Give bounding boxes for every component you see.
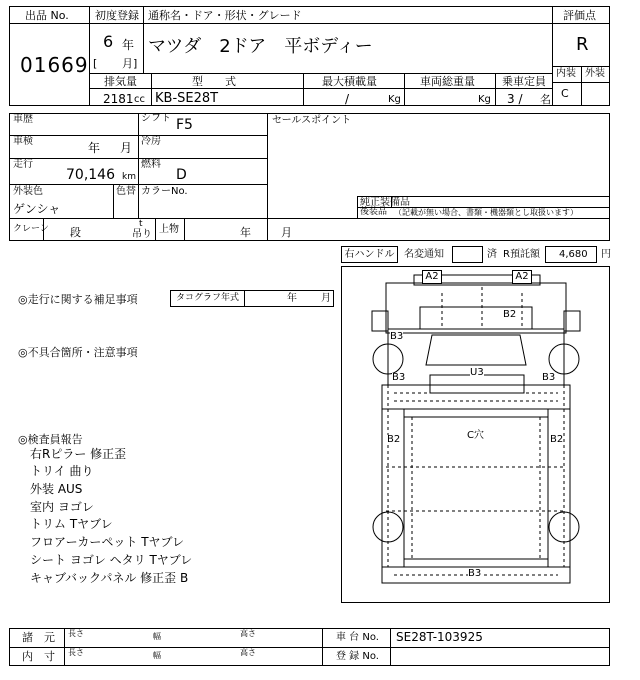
registration-month-open: [ [93, 57, 98, 70]
damage-mark: A2 [422, 270, 442, 284]
damage-mark: B2 [550, 434, 564, 445]
model-value: KB-SE28T [155, 91, 219, 106]
damage-mark: B2 [503, 309, 517, 320]
displacement-unit: cc [134, 94, 145, 105]
displacement-value: 2181 [103, 92, 134, 106]
driving-notes-label: ◎走行に関する補足事項 [18, 293, 138, 306]
damage-mark: B3 [392, 372, 406, 383]
max-load-value: / [345, 92, 350, 106]
fuel-value: D [176, 167, 187, 183]
steering-badge: 右ハンドル [341, 246, 398, 263]
tacho-year-unit: 年 [287, 293, 297, 304]
registration-year: 6 [103, 32, 114, 51]
inspector-report-label: ◎検査員報告 [18, 433, 83, 446]
exterior-grade-label: 外装 [585, 68, 605, 79]
inspector-item: キャブバックパネル 修正歪 B [30, 571, 189, 585]
aftermarket-note: （記載が無い場合、書類・機器類とし取扱います） [394, 208, 578, 217]
first-registration-label: 初度登録 [95, 9, 139, 22]
color-code-label: カラーNo. [141, 186, 188, 197]
name-change-box [452, 246, 483, 263]
height-label: 高さ [240, 629, 256, 638]
crane-label: クレーン [13, 224, 49, 234]
crane-ton-unit: t [139, 219, 143, 229]
crane-hoist-unit: 吊り [132, 229, 152, 240]
gross-weight-unit: Kg [478, 94, 491, 105]
shift-value: F5 [176, 117, 193, 133]
mileage-unit: km [122, 172, 136, 182]
gross-weight-label: 車両総重量 [420, 75, 475, 88]
recycle-label: R預託額 [503, 249, 540, 260]
capacity-value: 3 / [507, 92, 523, 106]
inspection-label: 車検 [13, 136, 33, 147]
damage-mark: A2 [512, 270, 532, 284]
lift-label: 上物 [159, 224, 179, 235]
model-label: 型 式 [192, 75, 236, 88]
capacity-unit: 名 [540, 93, 551, 106]
recycle-unit: 円 [601, 249, 611, 260]
damage-mark: U3 [470, 367, 484, 378]
color-change-label: 色替 [116, 186, 136, 197]
crane-stage-unit: 段 [70, 226, 81, 239]
inspection-month-unit: 月 [120, 141, 133, 155]
inspector-item: シート ヨゴレ ヘタリ Tヤブレ [30, 553, 193, 567]
genuine-equipment-label: 純正装備品 [360, 197, 410, 208]
ac-label: 冷房 [141, 136, 161, 147]
damage-mark: B3 [390, 331, 404, 342]
length-label: 長さ [68, 629, 84, 638]
grade-label: 評価点 [563, 9, 596, 22]
interior-grade-label: 内装 [556, 68, 576, 79]
chassis-label: 車 台 No. [336, 632, 379, 643]
vehicle-name-label: 通称名・ドア・形状・グレード [148, 9, 302, 22]
lift-month-unit: 月 [281, 226, 292, 239]
dims-label: 諸 元 [22, 631, 55, 644]
inner-length-label: 長さ [68, 648, 84, 657]
recycle-prefix: 済 [487, 249, 497, 260]
capacity-label: 乗車定員 [502, 75, 546, 88]
aftermarket-label: 後装品 [360, 207, 388, 217]
grade-value: R [576, 34, 589, 55]
inspector-item: 右Rピラー 修正歪 [30, 447, 127, 461]
inner-width-label: 幅 [153, 651, 161, 660]
interior-grade-value: C [561, 87, 569, 100]
width-label: 幅 [153, 632, 161, 641]
damage-mark: B3 [542, 372, 556, 383]
damage-mark: B2 [387, 434, 401, 445]
damage-mark: B3 [468, 568, 482, 579]
recycle-value: 4,680 [559, 249, 588, 260]
tacho-month-unit: 月 [321, 293, 331, 304]
shift-label: シフト [141, 113, 171, 124]
lift-year-unit: 年 [240, 226, 251, 239]
mileage-label: 走行 [13, 159, 33, 170]
defects-label: ◎不具合箇所・注意事項 [18, 346, 138, 359]
inspector-item: トリム Tヤブレ [30, 517, 113, 531]
displacement-label: 排気量 [104, 75, 137, 88]
tacho-label: タコグラフ年式 [176, 293, 240, 303]
lot-number-label: 出品 No. [25, 9, 69, 22]
vehicle-name: マツダ 2ドア 平ボディー [148, 36, 373, 57]
damage-diagram [341, 266, 610, 603]
fuel-label: 燃料 [141, 159, 161, 170]
registration-year-unit: 年 [122, 38, 135, 52]
chassis-value: SE28T-103925 [396, 630, 483, 644]
sales-point-label: セールスポイント [272, 115, 352, 126]
registration-month-unit: 月] [122, 57, 138, 70]
color-value: ゲンシャ [13, 202, 61, 216]
history-label: 車歴 [13, 114, 33, 125]
inner-height-label: 高さ [240, 648, 256, 657]
name-change-label: 名変通知 [404, 249, 444, 260]
inner-dims-label: 内 寸 [22, 650, 55, 663]
lot-number: 01669 [20, 53, 89, 77]
color-label: 外装色 [13, 186, 43, 197]
inspector-item: 外装 AUS [30, 482, 83, 496]
inspector-item: トリイ 曲り [30, 464, 94, 478]
damage-mark: C穴 [467, 430, 484, 441]
max-load-unit: Kg [388, 94, 401, 105]
max-load-label: 最大積載量 [322, 75, 377, 88]
inspector-item: 室内 ヨゴレ [30, 500, 94, 514]
mileage-value: 70,146 [66, 167, 115, 183]
inspector-item: フロアーカーペット Tヤブレ [30, 535, 185, 549]
registration-no-label: 登 録 No. [336, 651, 379, 662]
inspection-year-unit: 年 [88, 141, 101, 155]
